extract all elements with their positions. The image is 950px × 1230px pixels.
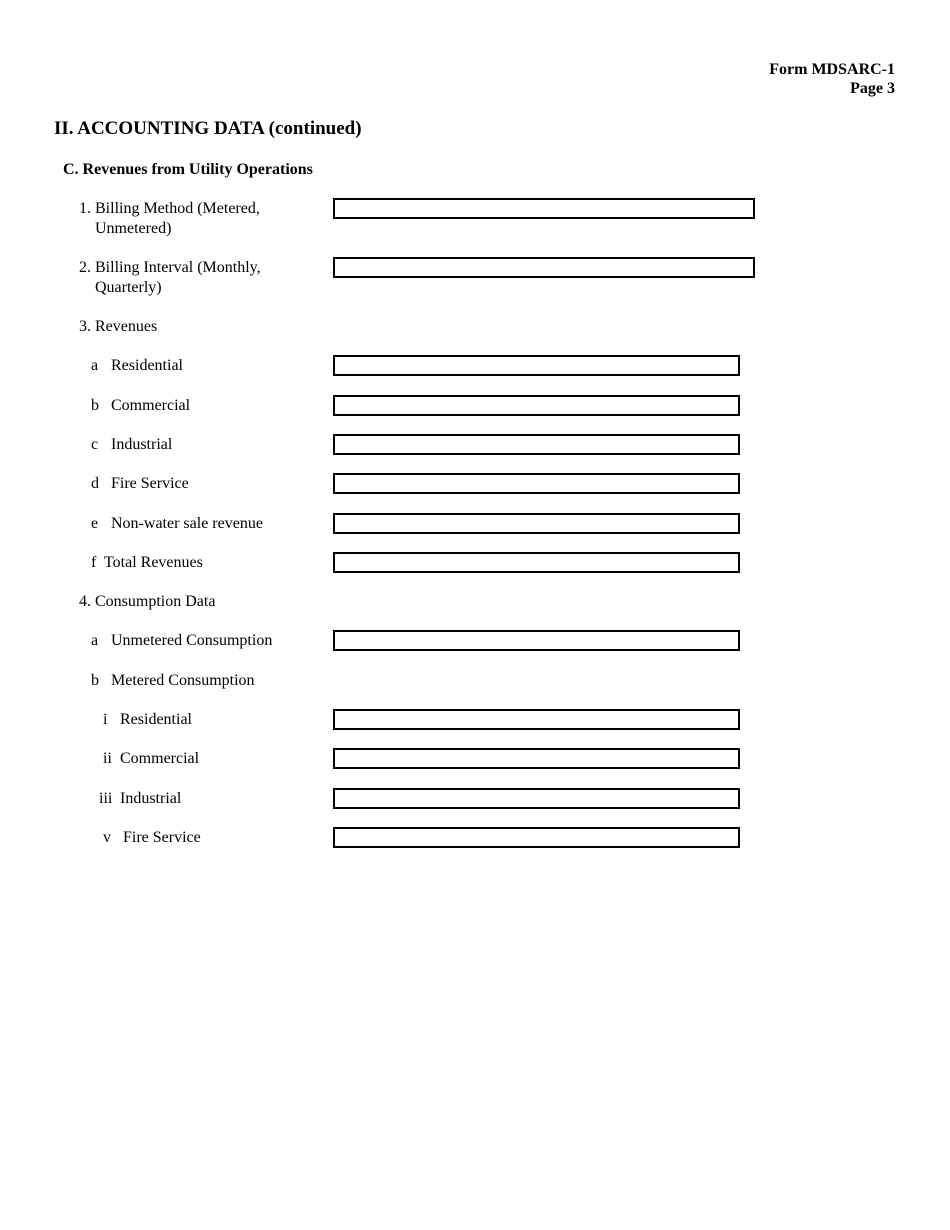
billing-method-input[interactable] <box>333 198 755 219</box>
revenue-residential-input[interactable] <box>333 355 740 376</box>
item-mark: f <box>91 554 97 571</box>
item-number: 2. <box>79 259 91 276</box>
metered-fire-service-input[interactable] <box>333 827 740 848</box>
billing-interval-label <box>79 258 279 298</box>
item-number: 1. <box>79 200 91 217</box>
item-mark: a <box>91 632 99 649</box>
item-mark: d <box>91 475 99 492</box>
item-mark: i <box>103 711 108 728</box>
revenue-industrial-label <box>91 435 172 455</box>
item-label: Industrial <box>111 436 173 453</box>
billing-interval-input[interactable] <box>333 257 755 278</box>
revenue-industrial-input[interactable] <box>333 434 740 455</box>
item-label: Non-water sale revenue <box>111 515 263 532</box>
revenue-commercial-label <box>91 396 190 416</box>
revenue-residential-label <box>91 356 183 376</box>
item-mark: b <box>91 672 99 689</box>
metered-fire-service-label <box>103 828 201 848</box>
item-label: Commercial <box>120 750 200 767</box>
item-label: Industrial <box>120 790 182 807</box>
item-label: Metered Consumption <box>111 672 255 689</box>
metered-residential-input[interactable] <box>333 709 740 730</box>
metered-industrial-label <box>99 789 181 809</box>
form-header <box>769 60 895 98</box>
item-mark: c <box>91 436 99 453</box>
metered-commercial-input[interactable] <box>333 748 740 769</box>
revenue-fire-service-input[interactable] <box>333 473 740 494</box>
metered-consumption-heading <box>91 671 255 691</box>
billing-method-label <box>79 199 279 239</box>
consumption-unmetered-label <box>91 631 272 651</box>
item-label: Residential <box>111 357 183 374</box>
subsection-title: C. Revenues from Utility Operations <box>63 161 313 178</box>
form-id: Form MDSARC-1 <box>769 61 895 78</box>
revenue-total-label <box>91 553 203 573</box>
label-line1: Billing Method (Metered, <box>95 200 260 217</box>
item-mark: a <box>91 357 99 374</box>
item-label: Fire Service <box>123 829 201 846</box>
section-title: II. ACCOUNTING DATA (continued) <box>54 118 362 139</box>
item-mark: e <box>91 515 99 532</box>
revenue-commercial-input[interactable] <box>333 395 740 416</box>
revenue-fire-service-label <box>91 474 189 494</box>
item-label: Commercial <box>111 397 191 414</box>
revenue-non-water-label <box>91 514 263 534</box>
revenues-heading: 3. Revenues <box>79 318 158 335</box>
item-label: Total Revenues <box>104 554 203 571</box>
revenue-non-water-input[interactable] <box>333 513 740 534</box>
item-mark: iii <box>99 790 113 807</box>
label-line2: Unmetered) <box>95 220 172 237</box>
metered-residential-label <box>103 710 192 730</box>
metered-industrial-input[interactable] <box>333 788 740 809</box>
label-line2: Quarterly) <box>95 279 162 296</box>
item-label: Residential <box>120 711 192 728</box>
item-label: Unmetered Consumption <box>111 632 273 649</box>
revenue-total-input[interactable] <box>333 552 740 573</box>
item-label: Fire Service <box>111 475 189 492</box>
item-mark: v <box>103 829 111 846</box>
metered-commercial-label <box>103 749 199 769</box>
consumption-unmetered-input[interactable] <box>333 630 740 651</box>
item-mark: b <box>91 397 99 414</box>
label-line1: Billing Interval (Monthly, <box>95 259 261 276</box>
consumption-heading: 4. Consumption Data <box>79 593 216 610</box>
page-number: Page 3 <box>850 80 895 97</box>
item-mark: ii <box>103 750 112 767</box>
